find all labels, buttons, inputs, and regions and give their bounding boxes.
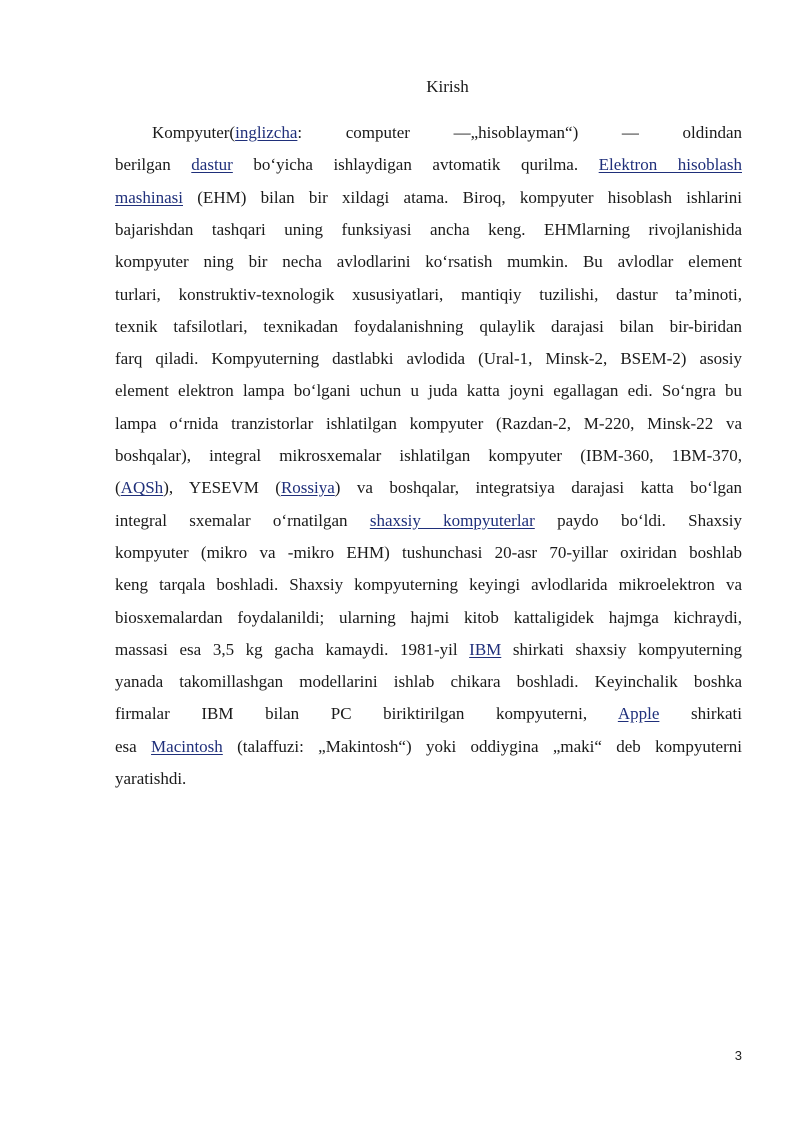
text-run: texnik tafsilotlari, texnikadan foydalanishning qulaylik darajasi bilan bir-biridan [115,316,742,336]
text-run: shirkati [659,704,742,724]
hyperlink[interactable]: IBM [469,639,502,659]
text-run: element elektron lampa bo‘lgani uchun u juda katta joyni egallagan edi. So‘ngra bu [115,381,742,401]
text-line [115,251,742,273]
text-run: shirkati shaxsiy kompyuterning [501,639,742,659]
text-run: yanada takomillashgan modellarini ishlab chikara boshladi. Keyinchalik boshka [115,672,742,692]
text-line [115,477,742,499]
text-line [115,671,742,693]
text-run: massasi esa 3,5 kg gacha kamaydi. 1981-yil [115,639,470,659]
text-line [115,413,742,435]
text-run: boshqalar), integral mikrosxemalar ishlatilgan kompyuter (IBM-360, 1BM-370, [115,446,742,465]
text-run: firmalar IBM bilan PC biriktirilgan kompyuterni, [115,704,618,724]
text-run: lampa o‘rnida tranzistorlar ishlatilgan kompyuter (Razdan-2, M-220, Minsk-22 va [115,413,742,433]
text-run: Kompyuter( [152,123,236,142]
text-line [115,154,742,176]
text-run: bo‘yicha ishlaydigan avtomatik qurilma. [232,155,599,175]
text-line [115,445,742,467]
text-line [115,607,742,629]
text-run: ( [115,478,121,498]
hyperlink[interactable]: dastur [191,155,233,175]
text-line [115,542,742,564]
section-title: Kirish [426,77,469,96]
text-run: yaratishdi. [115,769,187,788]
text-line [115,510,742,532]
text-line [115,639,742,661]
text-line [115,380,742,402]
text-line [115,736,742,758]
hyperlink[interactable]: inglizcha [235,123,298,142]
text-run: biosxemalardan foydalanildi; ularning hajmi kitob kattaligidek hajmga kichraydi, [115,607,742,627]
text-run: ) va boshqalar, integratsiya darajasi katta bo‘lgan [334,478,742,498]
hyperlink[interactable]: shaxsiy kompyuterlar [369,510,535,530]
hyperlink[interactable]: Rossiya [280,478,335,498]
text-run: : computer —„hisoblayman“) — oldindan [297,123,742,142]
text-run: esa [115,736,152,756]
hyperlink[interactable]: Elektron hisoblash [598,155,742,175]
text-run: (talaffuzi: „Makintosh“) yoki oddiygina „maki“ deb kompyuterni [222,736,742,756]
text-run: turlari, konstruktiv-texnologik xususiyatlari, mantiqiy tuzilishi, dastur ta’minoti, [115,284,742,304]
text-run: ), YESEVM ( [163,478,281,498]
text-line [115,574,742,596]
text-line [115,122,742,144]
text-run: farq qiladi. Kompyuterning dastlabki avlodida (Ural-1, Minsk-2, BSEM-2) asosiy [115,349,742,369]
text-run: (EHM) bilan bir xildagi atama. Biroq, kompyuter hisoblash ishlarini [183,187,742,207]
text-line [115,219,742,241]
text-line [115,187,742,209]
text-run: keng tarqala boshladi. Shaxsiy kompyuterning keyingi avlodlarida mikroelektron va [115,575,742,595]
text-run: kompyuter (mikro va -mikro EHM) tushunchasi 20-asr 70-yillar oxiridan boshlab [115,542,742,562]
text-line [115,768,742,790]
text-line [115,703,742,725]
hyperlink[interactable]: Apple [617,704,660,724]
text-line [115,348,742,370]
text-run: bajarishdan tashqari uning funksiyasi ancha keng. EHMlarning rivojlanishida [115,219,742,239]
hyperlink[interactable]: mashinasi [115,187,183,207]
text-run: kompyuter ning bir necha avlodlarini ko‘rsatish mumkin. Bu avlodlar element [115,252,742,272]
text-line [115,284,742,306]
page-number: 3 [734,1048,742,1063]
text-run: berilgan [115,155,192,175]
hyperlink[interactable]: AQSh [120,478,164,498]
text-run: integral sxemalar o‘rnatilgan [115,510,370,530]
text-line [115,316,742,338]
hyperlink[interactable]: Macintosh [151,736,223,756]
text-run: paydo bo‘ldi. Shaxsiy [534,510,742,530]
